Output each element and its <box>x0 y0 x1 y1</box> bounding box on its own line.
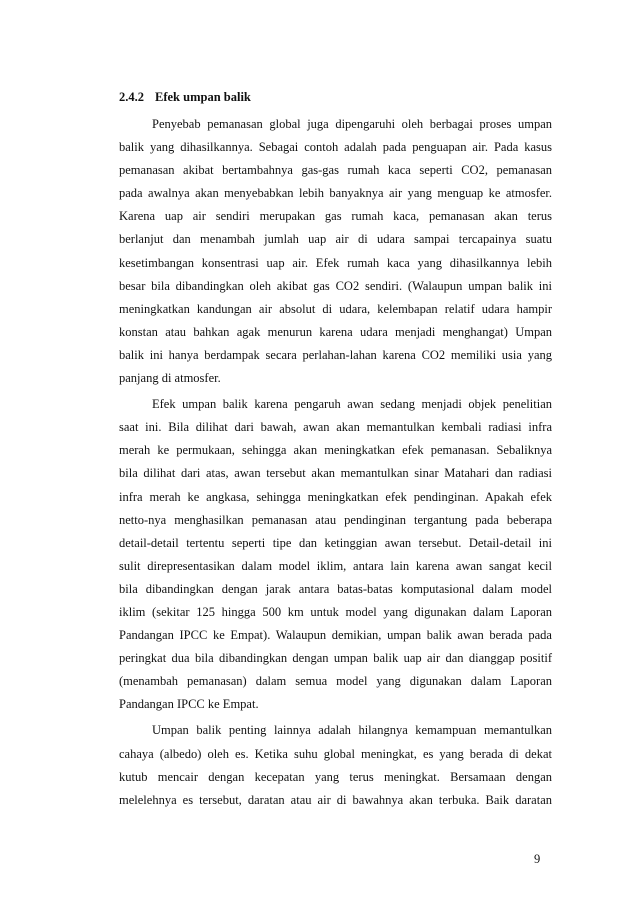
paragraph-line: netto-nya menghasilkan pemanasan atau pendinginan tergantung pada beberapa <box>119 512 552 527</box>
paragraph-line: pemanasan akibat bertambahnya gas-gas rumah kaca seperti CO2, pemanasan <box>119 163 552 178</box>
paragraph-line: detail-detail tertentu seperti tipe dan ketinggian awan tersebut. Detail-detail ini <box>119 535 552 550</box>
paragraph-line: iklim (sekitar 125 hingga 500 km untuk model yang digunakan dalam Laporan <box>119 604 552 619</box>
paragraph-line: Pandangan IPCC ke Empat. <box>119 697 259 712</box>
paragraph-line: infra merah ke angkasa, sehingga meningkatkan efek pendinginan. Apakah efek <box>119 489 552 504</box>
paragraph-1 <box>119 113 552 390</box>
paragraph-line: Efek umpan balik karena pengaruh awan sedang menjadi objek penelitian <box>152 397 552 412</box>
paragraph-line: sulit direpresentasikan dalam model iklim, antara lain karena awan sangat kecil <box>119 558 552 573</box>
paragraph-line: konstan atau bahkan agak menurun karena udara menjadi menghangat) Umpan <box>119 324 552 339</box>
paragraph-line: (menambah pemanasan) dalam semua model yang digunakan dalam Laporan <box>119 674 552 689</box>
text-block <box>119 89 552 812</box>
paragraph-line: meningkatkan kandungan air absolut di udara, kelembapan relatif udara hampir <box>119 301 552 316</box>
paragraph-line: pada awalnya akan menyebabkan lebih banyaknya air yang menguap ke atmosfer. <box>119 186 552 201</box>
paragraph-line: cahaya (albedo) oleh es. Ketika suhu global meningkat, es yang berada di dekat <box>119 746 552 761</box>
paragraph-line: melelehnya es tersebut, daratan atau air di bawahnya akan terbuka. Baik daratan <box>119 792 552 807</box>
paragraph-line: Karena uap air sendiri merupakan gas rumah kaca, pemanasan akan terus <box>119 209 552 224</box>
paragraph-line: kutub mencair dengan kecepatan yang terus meningkat. Bersamaan dengan <box>119 769 552 784</box>
paragraph-line: bila dilihat dari atas, awan tersebut akan memantulkan sinar Matahari dan radiasi <box>119 466 552 481</box>
paragraph-line: saat ini. Bila dilihat dari bawah, awan akan memantulkan kembali radiasi infra <box>119 420 552 435</box>
page-number: 9 <box>534 852 541 866</box>
section-heading <box>119 89 552 105</box>
paragraph-line: Penyebab pemanasan global juga dipengaruhi oleh berbagai proses umpan <box>152 117 552 131</box>
paragraph-2 <box>119 393 552 716</box>
paragraph-3 <box>119 719 552 811</box>
paragraph-line: balik yang dihasilkannya. Sebagai contoh adalah pada penguapan air. Pada kasus <box>119 140 552 155</box>
paragraph-line: balik ini hanya berdampak secara perlahan-lahan karena CO2 memiliki usia yang <box>119 347 552 362</box>
paragraph-line: Pandangan IPCC ke Empat). Walaupun demikian, umpan balik awan berada pada <box>119 628 552 643</box>
paragraph-line: merah ke permukaan, sehingga akan meningkatkan efek pemanasan. Sebaliknya <box>119 443 552 458</box>
paragraph-line: panjang di atmosfer. <box>119 371 221 386</box>
paragraph-line: Umpan balik penting lainnya adalah hilangnya kemampuan memantulkan <box>152 723 552 738</box>
section-number: 2.4.2 <box>119 90 144 104</box>
paragraph-line: besar bila dibandingkan oleh akibat gas CO2 sendiri. (Walaupun umpan balik ini <box>119 278 552 293</box>
section-title: Efek umpan balik <box>155 90 251 104</box>
paragraph-line: bila dibandingkan dengan jarak antara batas-batas komputasional dalam model <box>119 581 552 596</box>
paragraph-line: berlanjut dan menambah jumlah uap air di udara sampai tercapainya suatu <box>119 232 552 247</box>
paragraph-line: kesetimbangan konsentrasi uap air. Efek rumah kaca yang dihasilkannya lebih <box>119 255 552 270</box>
paragraph-line: peringkat dua bila dibandingkan dengan umpan balik uap air dan dianggap positif <box>119 651 552 666</box>
